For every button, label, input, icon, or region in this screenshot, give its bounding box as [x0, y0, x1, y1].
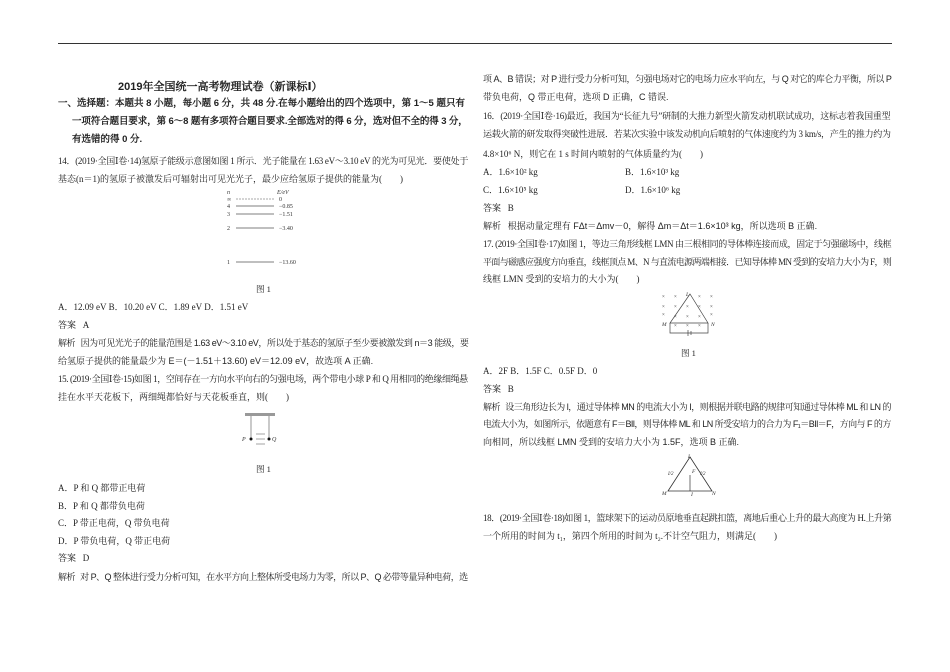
answer-label: 答案: [58, 320, 77, 330]
svg-text:×: ×: [674, 295, 677, 300]
analysis-text: 项 A、B 错误；对 P 进行受力分析可知，匀强电场对它的电场力应水平向左，与 Q 对它的库仑力平衡，所以 P: [483, 74, 892, 84]
q15-stem: 15. (2019·全国Ⅰ卷·15)如图 1，空间存在一方向水平向右的匀强电场，两个带电小球 P 和 Q 用相同的绝缘细绳悬: [58, 374, 468, 384]
half-current-right: I/2: [700, 472, 706, 477]
charged-balls-diagram: [236, 412, 286, 456]
answer-value: B: [507, 384, 514, 394]
svg-text:×: ×: [710, 313, 713, 318]
analysis-label: 解析: [58, 338, 76, 348]
analysis-text: 电流大小为，如图所示，依题意有 F＝BIl，则导体棒 ML 和 LN 所受安培力的合力为 F₁＝BIl＝F，方向与 F 的方: [483, 419, 891, 429]
level-n: 3: [227, 212, 230, 218]
half-current-left: I/2: [668, 472, 674, 477]
svg-text:×: ×: [662, 295, 665, 300]
vertex-l: L: [686, 292, 690, 298]
q17-stem: 17. (2019·全国Ⅰ卷·17)如图 1，等边三角形线框 LMN 由三根相同的导体棒连接而成，固定于匀强磁场中，线框: [483, 239, 892, 249]
figure-caption: 图 1: [681, 348, 696, 358]
vertex-m: M: [662, 491, 667, 497]
force-analysis-diagram: [662, 453, 718, 497]
q18-stem: 一个所用的时间为 t₁，第四个所用的时间为 t₂.不计空气阻力，则满足( ): [483, 531, 778, 541]
svg-text:×: ×: [698, 315, 701, 320]
level-e: −3.40: [279, 226, 293, 232]
svg-text:×: ×: [686, 324, 689, 329]
q15-option: D．P 带负电荷，Q 带正电荷: [58, 536, 171, 546]
level-e: −0.85: [279, 204, 293, 210]
analysis-text: 带负电荷，Q 带正电荷，选项 D 正确，C 错误.: [483, 92, 669, 102]
figure-caption: 图 1: [256, 284, 271, 294]
level-n: 1: [227, 260, 230, 266]
level-n: 2: [227, 226, 230, 232]
q14-stem: 基态(n＝1)的氢原子被激发后可辐射出可见光光子，最少应给氢原子提供的能量为( ): [58, 174, 403, 184]
q16-option: C．1.6×10⁵ kg: [483, 185, 538, 195]
q17-stem: 平面与磁感应强度方向垂直，线框顶点 M、N 与直流电源两端相接．已知导体棒 MN 受到的安培力大小为 F，则: [483, 257, 892, 267]
analysis-text: 因为可见光光子的能量范围是 1.63 eV～3.10 eV，所以处于基态的氢原子至少要被激发到 n＝3 能级，要: [80, 338, 469, 348]
p-label: P: [242, 437, 246, 443]
answer-value: B: [507, 203, 514, 213]
answer-label: 答案: [483, 203, 502, 213]
svg-text:×: ×: [674, 324, 677, 329]
svg-text:×: ×: [686, 315, 689, 320]
level-e: 0: [279, 197, 282, 203]
q14-options: A．12.09 eV B．10.20 eV C．1.89 eV D．1.51 eV: [58, 302, 249, 312]
section-instructions-2: 一项符合题目要求，第 6～8 题有多项符合题目要求.全部选对的得 6 分，选对但不全的得 3 分，: [72, 116, 468, 127]
svg-text:×: ×: [662, 313, 665, 318]
q15-stem: 挂在水平天花板下，两细绳都恰好与天花板垂直，则( ): [58, 392, 289, 402]
q16-option: A．1.6×10² kg: [483, 167, 538, 177]
analysis-label: 解析: [483, 221, 502, 231]
svg-text:×: ×: [674, 305, 677, 310]
analysis-text: 根据动量定理有 FΔt＝Δmv－0，解得 Δm＝Δt＝1.6×10³ kg，所以选项 B 正确.: [507, 221, 818, 231]
q15-option: C．P 带正电荷，Q 带负电荷: [58, 518, 170, 528]
level-n: ∞: [227, 197, 232, 203]
q17-stem: 线框 LMN 受到的安培力的大小为( ): [483, 274, 640, 284]
q15-option: A．P 和 Q 都带正电荷: [58, 483, 146, 493]
q-label: Q: [272, 437, 277, 443]
q14-stem: 14．(2019·全国Ⅰ卷·14)氢原子能级示意图如图 1 所示．光子能量在 1.63 eV～3.10 eV 的光为可见光．要使处于: [58, 156, 469, 166]
q18-stem: 18．(2019·全国Ⅰ卷·18)如图 1，篮球架下的运动员原地垂直起跳扣篮，离地后重心上升的最大高度为 H.上升第: [483, 513, 892, 523]
svg-text:×: ×: [686, 305, 689, 310]
q16-stem: 4.8×10⁶ N，则它在 1 s 时间内喷射的气体质量约为( ): [483, 149, 703, 159]
level-e: −1.51: [279, 212, 293, 218]
q15-option: B．P 和 Q 都带负电荷: [58, 501, 145, 511]
page-title: 2019年全国统一高考物理试卷（新课标Ⅰ）: [118, 81, 323, 93]
svg-text:×: ×: [698, 295, 701, 300]
analysis-label: 解析: [58, 572, 75, 582]
q16-stem: 运载火箭的研发取得突破性进展．若某次实验中该发动机向后喷射的气体速度约为 3 km/s，产生的推力约为: [483, 129, 891, 139]
vertex-l: L: [688, 454, 692, 460]
svg-text:×: ×: [710, 295, 713, 300]
analysis-text: 给氢原子提供的能量最少为 E＝(－1.51＋13.60) eV＝12.09 eV，故选项 A 正确.: [58, 356, 374, 366]
answer-value: D: [82, 553, 90, 563]
svg-text:×: ×: [698, 324, 701, 329]
header-rule: [58, 43, 892, 44]
q17-options: A．2F B．1.5F C．0.5F D．0: [483, 366, 598, 376]
triangle-frame-diagram: [660, 290, 720, 338]
e-header: E/eV: [277, 190, 289, 196]
vertex-m: M: [662, 322, 667, 328]
svg-text:×: ×: [710, 305, 713, 310]
figure-caption: 图 1: [256, 464, 271, 474]
current-i: I: [691, 492, 693, 497]
answer-value: A: [82, 320, 90, 330]
analysis-text: 设三角形边长为 l，通过导体棒 MN 的电流大小为 I，则根据并联电路的规律可知通过导体棒 ML 和 LN 的: [505, 402, 891, 412]
analysis-label: 解析: [483, 402, 501, 412]
energy-level-diagram: [222, 188, 322, 270]
svg-text:×: ×: [662, 305, 665, 310]
answer-label: 答案: [58, 553, 77, 563]
q16-stem: 16．(2019·全国Ⅰ卷·16)最近，我国为“长征九号”研制的大推力新型火箭发动机联试成功，这标志着我国重型: [483, 111, 891, 121]
vertex-n: N: [711, 322, 715, 328]
section-instructions-1: 一、选择题：本题共 8 小题，每小题 6 分，共 48 分.在每小题给出的四个选项中，第 1～5 题只有: [58, 98, 465, 109]
analysis-text: 对 P、Q 整体进行受力分析可知，在水平方向上整体所受电场力为零，所以 P、Q 必带等量异种电荷，选: [80, 572, 468, 582]
analysis-text: 向相同，所以线框 LMN 受到的安培力大小为 1.5F，选项 B 正确.: [483, 437, 740, 447]
section-instructions-3: 有选错的得 0 分.: [72, 134, 143, 145]
svg-text:×: ×: [674, 315, 677, 320]
q16-option: D．1.6×10⁶ kg: [625, 185, 681, 195]
level-e: −13.60: [279, 260, 296, 266]
n-header: n: [227, 190, 230, 196]
force-f: F: [692, 469, 696, 475]
vertex-n: N: [712, 491, 716, 497]
q16-option: B．1.6×10³ kg: [625, 167, 680, 177]
svg-text:×: ×: [698, 305, 701, 310]
level-n: 4: [227, 204, 230, 210]
answer-label: 答案: [483, 384, 502, 394]
